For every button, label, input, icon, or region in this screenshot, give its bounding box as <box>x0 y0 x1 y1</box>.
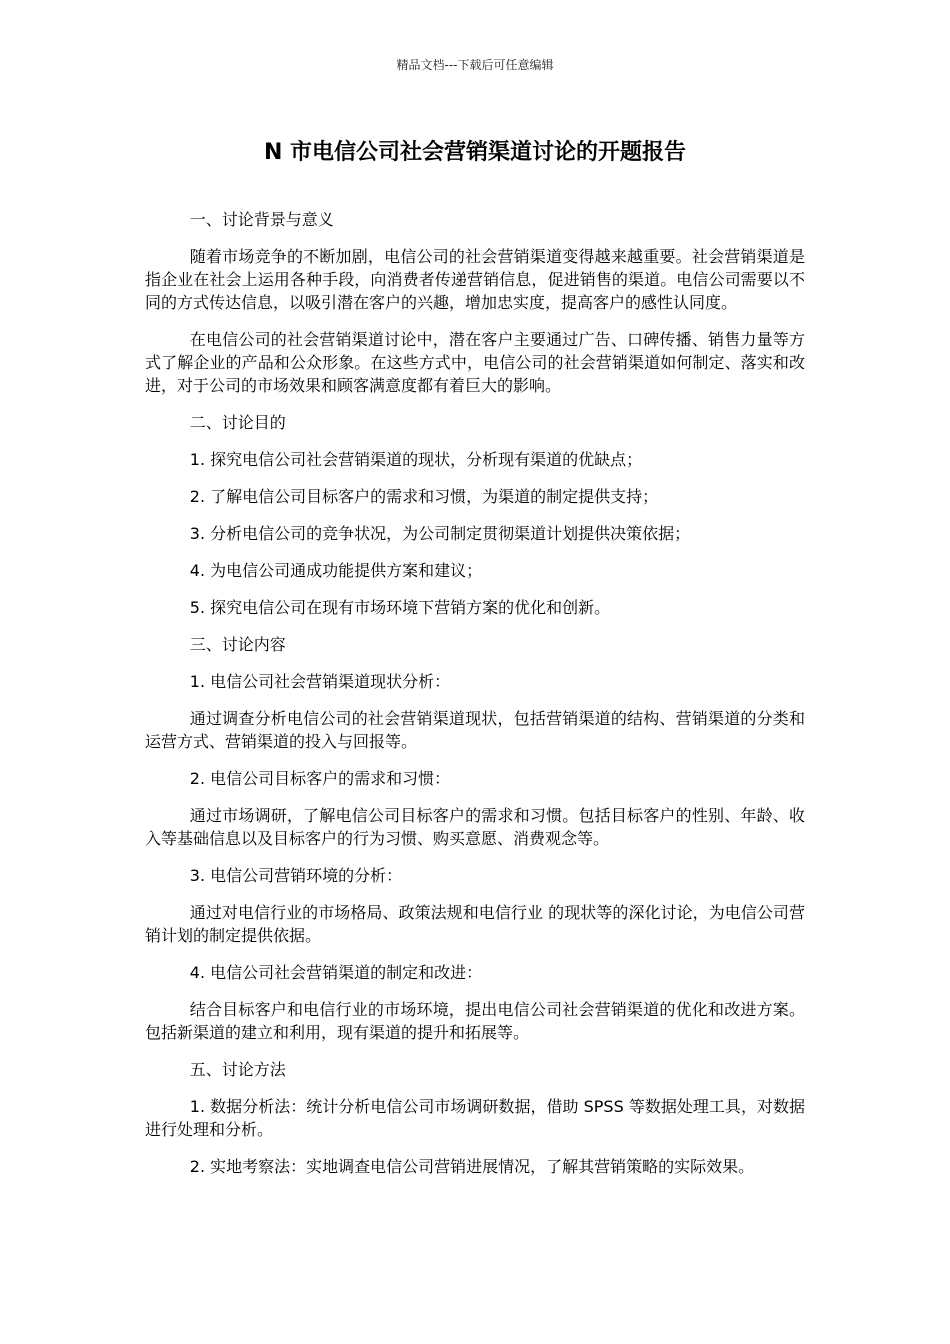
list-item: 5. 探究电信公司在现有市场环境下营销方案的优化和创新。 <box>189 598 611 617</box>
page-header: 精品文档---下载后可任意编辑 <box>396 58 554 72</box>
document-body <box>145 208 805 1192</box>
paragraph: 通过对电信行业的市场格局、政策法规和电信行业 的现状等的深化讨论，为电信公司营销计划的制定提供依据。 <box>145 903 805 945</box>
paragraph: 通过调查分析电信公司的社会营销渠道现状，包括营销渠道的结构、营销渠道的分类和运营方式、营销渠道的投入与回报等。 <box>145 709 805 751</box>
list-item: 4. 为电信公司通成功能提供方案和建议； <box>189 561 483 580</box>
subheading: 4. 电信公司社会营销渠道的制定和改进： <box>189 963 483 982</box>
list-item: 1. 探究电信公司社会营销渠道的现状，分析现有渠道的优缺点； <box>189 450 643 469</box>
paragraph: 随着市场竞争的不断加剧，电信公司的社会营销渠道变得越来越重要。社会营销渠道是指企业在社会上运用各种手段，向消费者传递营销信息，促进销售的渠道。电信公司需要以不同的方式传达信息，以吸引潜在客户的兴趣，增加忠实度，提高客户的感性认同度。 <box>145 247 805 312</box>
paragraph: 通过市场调研，了解电信公司目标客户的需求和习惯。包括目标客户的性别、年龄、收入等基础信息以及目标客户的行为习惯、购买意愿、消费观念等。 <box>145 806 805 848</box>
list-item: 2. 实地考察法：实地调查电信公司营销进展情况，了解其营销策略的实际效果。 <box>189 1157 755 1176</box>
section-heading-purpose: 二、讨论目的 <box>189 413 286 432</box>
subheading: 1. 电信公司社会营销渠道现状分析： <box>189 672 451 691</box>
list-item: 1. 数据分析法：统计分析电信公司市场调研数据，借助 SPSS 等数据处理工具，对数据进行处理和分析。 <box>145 1097 805 1139</box>
subheading: 2. 电信公司目标客户的需求和习惯： <box>189 769 451 788</box>
list-item: 3. 分析电信公司的竞争状况，为公司制定贯彻渠道计划提供决策依据； <box>189 524 691 543</box>
section-heading-methods: 五、讨论方法 <box>189 1060 286 1079</box>
section-heading-content: 三、讨论内容 <box>189 635 286 654</box>
paragraph: 结合目标客户和电信行业的市场环境，提出电信公司社会营销渠道的优化和改进方案。包括新渠道的建立和利用，现有渠道的提升和拓展等。 <box>145 1000 805 1042</box>
document-title: N 市电信公司社会营销渠道讨论的开题报告 <box>263 140 687 165</box>
section-heading-background: 一、讨论背景与意义 <box>189 210 334 229</box>
subheading: 3. 电信公司营销环境的分析： <box>189 866 403 885</box>
paragraph: 在电信公司的社会营销渠道讨论中，潜在客户主要通过广告、口碑传播、销售力量等方式了解企业的产品和公众形象。在这些方式中，电信公司的社会营销渠道如何制定、落实和改进，对于公司的市场效果和顾客满意度都有着巨大的影响。 <box>145 330 805 395</box>
list-item: 2. 了解电信公司目标客户的需求和习惯，为渠道的制定提供支持； <box>189 487 659 506</box>
